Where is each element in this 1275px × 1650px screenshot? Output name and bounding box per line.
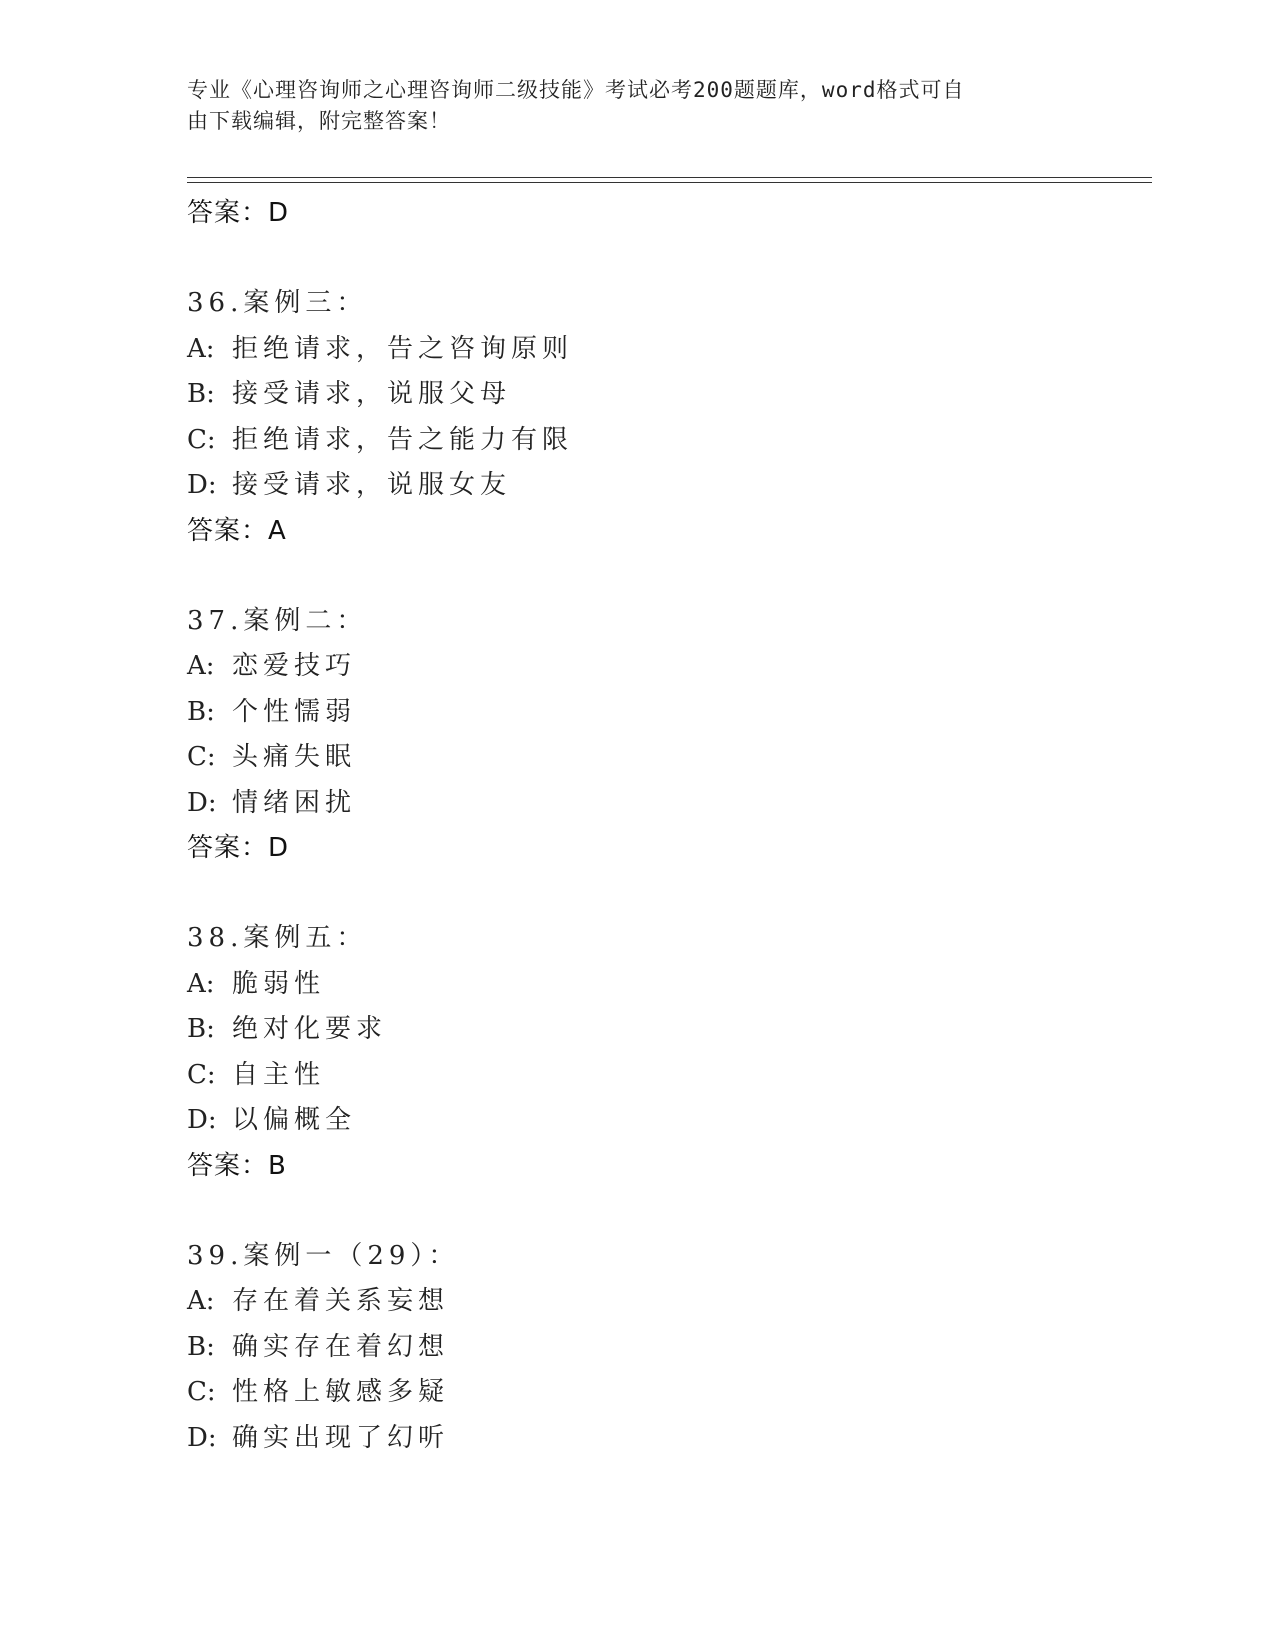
option-letter: A:	[187, 651, 215, 681]
option-text: 拒绝请求，告之能力有限	[232, 424, 574, 455]
option-text: 情绪困扰	[232, 787, 357, 818]
option-text: 确实存在着幻想	[232, 1331, 450, 1362]
option-a	[187, 962, 1147, 1008]
option-text: 存在着关系妄想	[232, 1286, 450, 1316]
question-block	[187, 281, 1147, 554]
spacer	[187, 1189, 1147, 1234]
answer-line: 答案：D	[187, 833, 290, 863]
option-letter: D:	[187, 1422, 217, 1453]
option-b	[187, 1325, 1147, 1371]
option-text: 个性懦弱	[232, 696, 357, 727]
option-text: 脆弱性	[232, 968, 326, 999]
option-c	[187, 735, 1147, 781]
option-d	[187, 463, 1147, 509]
question-block	[187, 599, 1147, 872]
spacer	[187, 236, 1147, 281]
spacer	[187, 554, 1147, 599]
question-title: 36.案例三：	[187, 288, 368, 318]
option-letter: B:	[187, 696, 215, 727]
question-title: 39.案例一（29）：	[187, 1240, 460, 1271]
question-title: 37.案例二：	[187, 605, 368, 636]
option-a	[187, 327, 1147, 373]
option-text: 头痛失眠	[232, 742, 357, 772]
option-letter: D:	[187, 470, 217, 500]
option-text: 恋爱技巧	[232, 651, 357, 681]
option-text: 性格上敏感多疑	[232, 1377, 450, 1407]
question-list	[187, 191, 1147, 1461]
question-block	[187, 1234, 1147, 1462]
document-header	[187, 75, 1067, 137]
option-text: 确实出现了幻听	[232, 1422, 450, 1453]
option-text: 接受请求，说服父母	[232, 379, 512, 409]
option-b	[187, 372, 1147, 418]
option-letter: A:	[187, 968, 215, 999]
option-c	[187, 1053, 1147, 1099]
question-title: 38.案例五：	[187, 923, 368, 953]
answer-line: 答案：D	[187, 198, 290, 228]
option-letter: C:	[187, 1059, 216, 1090]
option-letter: B:	[187, 1014, 215, 1044]
option-text: 拒绝请求，告之咨询原则	[232, 333, 574, 364]
option-b	[187, 1007, 1147, 1053]
header-line-2: 由下载编辑，附完整答案！	[187, 109, 451, 133]
option-d	[187, 781, 1147, 827]
option-text: 绝对化要求	[232, 1014, 388, 1044]
option-b	[187, 690, 1147, 736]
option-text: 接受请求，说服女友	[232, 470, 512, 500]
answer-line: 答案：A	[187, 515, 287, 546]
option-c	[187, 1370, 1147, 1416]
header-line-1: 专业《心理咨询师之心理咨询师二级技能》考试必考200题题库，word格式可自	[187, 78, 965, 102]
option-letter: C:	[187, 742, 216, 772]
question-block	[187, 916, 1147, 1189]
option-d	[187, 1416, 1147, 1462]
option-letter: D:	[187, 787, 217, 818]
option-letter: D:	[187, 1105, 217, 1135]
option-letter: A:	[187, 333, 215, 364]
option-c	[187, 418, 1147, 464]
option-letter: B:	[187, 1331, 215, 1362]
option-letter: C:	[187, 1377, 216, 1407]
header-divider-top	[187, 177, 1152, 178]
option-text: 自主性	[232, 1059, 326, 1090]
option-letter: B:	[187, 379, 215, 409]
option-letter: A:	[187, 1286, 215, 1316]
option-letter: C:	[187, 424, 216, 455]
option-text: 以偏概全	[232, 1105, 357, 1135]
option-a	[187, 644, 1147, 690]
option-a	[187, 1279, 1147, 1325]
option-d	[187, 1098, 1147, 1144]
answer-line: 答案：B	[187, 1150, 287, 1181]
header-divider-bottom	[187, 182, 1152, 183]
spacer	[187, 871, 1147, 916]
